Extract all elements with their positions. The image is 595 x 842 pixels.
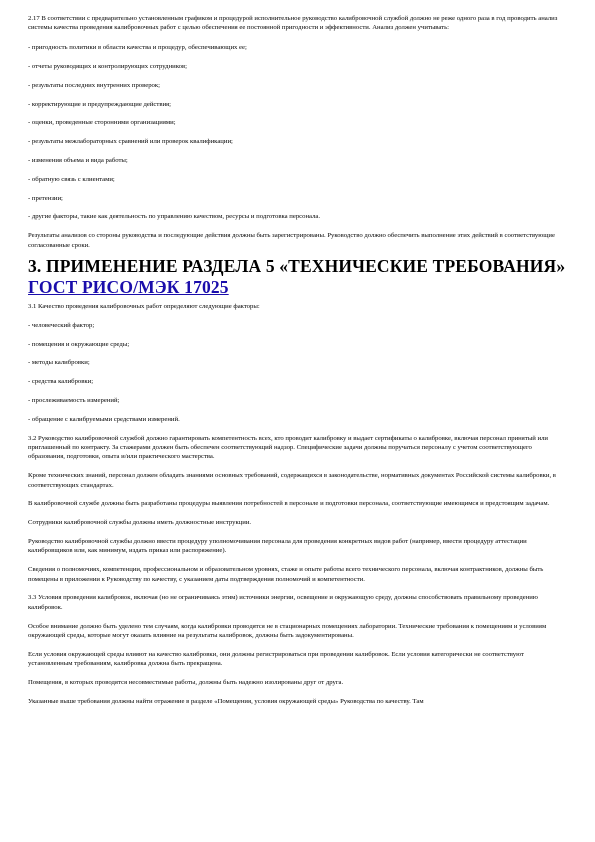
factors-intro: 3.1 Качество проведения калибровочных работ определяют следующие факторы:	[28, 302, 260, 310]
list-item: - методы калибровки;	[28, 359, 90, 367]
list-item: - обращение с калибруемыми средствами измерений.	[28, 415, 180, 423]
list-item: - отчеты руководящих и контролирующих сотрудников;	[28, 63, 188, 70]
list-item: - другие факторы, такие как деятельность по управлению качеством, ресурсы и подготовка персонала.	[28, 213, 321, 221]
paragraph: В калибровочной службе должны быть разработаны процедуры выявления потребностей в персонале и подготовки персонала, соответствующие имеющимся и предстоящим задачам.	[28, 500, 550, 508]
list-item: - изменения объема и вида работы;	[28, 156, 128, 164]
list-item: - пригодность политики в области качества и процедур, обеспечивающих ее;	[28, 44, 247, 52]
paragraph: Кроме технических знаний, персонал должен обладать знаниями основных требований, содержащихся в законодательстве, нормативных документах Российской системы калибровки, в соответствующих стандартах.	[28, 472, 556, 489]
list-item: - оценки, проведенные сторонними организациями;	[28, 119, 176, 127]
body-paragraphs	[28, 434, 567, 707]
intro-paragraph: 2.17 В соответствии с предварительно установленным графиком и процедурой исполнительное руководство калибровочной службой должно не реже одного раза в год проводить анализ системы качества проведения калибровочных работ с целью обеспечения ее постоянной пригодности и эффективности. Анализ должен учитывать:	[28, 15, 558, 32]
list-item: - средства калибровки;	[28, 378, 94, 386]
section-heading-text: 3. ПРИМЕНЕНИЕ РАЗДЕЛА 5 «ТЕХНИЧЕСКИЕ ТРЕБОВАНИЯ»	[28, 255, 566, 276]
factors-list	[28, 321, 567, 434]
paragraph: Сотрудники калибровочной службы должны иметь должностные инструкции.	[28, 519, 252, 527]
list-item: - прослеживаемость измерений;	[28, 396, 120, 404]
list-item: - результаты последних внутренних проверок;	[28, 81, 161, 89]
list-item: - человеческий фактор;	[28, 321, 95, 329]
list-item: - претензии;	[28, 194, 63, 202]
paragraph: Особое внимание должно быть уделено тем случаям, когда калибровки проводятся не в стационарных помещениях лаборатории. Технические требования к помещениям и условиям окружающей среды, которые могут оказать влияние на результаты калибровок, должны быть задокументированы.	[28, 622, 547, 639]
review-list	[28, 43, 567, 231]
list-item: - результаты межлабораторных сравнений или проверок квалификации;	[28, 138, 233, 146]
paragraph: Если условия окружающей среды влияют на качество калибровки, они должны регистрироваться при проведении калибровок. Если условия категорически не соответствуют установленным требованиям, калибровка должна быть прекращена.	[28, 650, 524, 668]
paragraph: 3.3 Условия проведения калибровок, включая (но не ограничиваясь этим) источники энергии, освещение и окружающую среду, должны способствовать правильному проведению калибровок.	[28, 594, 538, 611]
paragraph: Руководство калибровочной службы должно ввести процедуру уполномочивания персонала для проведения конкретных видов работ (например, ввести процедуру аттестации калибровщиков или, как минимум, издать приказ или распоряжение).	[28, 537, 527, 555]
section-heading	[28, 256, 567, 298]
list-item: - обратную связь с клиентами;	[28, 175, 115, 183]
list-item: - корректирующие и предупреждающие действия;	[28, 100, 171, 108]
standard-link[interactable]: ГОСТ РИСО/МЭК 17025	[28, 276, 229, 297]
list-item: - помещения и окружающие среды;	[28, 340, 130, 348]
paragraph: Сведения о полномочиях, компетенции, профессиональном и образовательном уровнях, стаже и опыте работы всего технического персонала, включая контрактников, должны быть помещены в приложении к Руководству по качеству, с указанием даты подтверждения полномочий и компетентности.	[28, 566, 544, 583]
paragraph: Помещения, в которых проводятся несовместимые работы, должны быть надежно изолированы друг от друга.	[28, 678, 344, 686]
paragraph: 3.2 Руководство калибровочной службой должно гарантировать компетентность всех, кто проводит калибровку и выдает сертификаты о калибровке, включая персонал принятый или приглашенный по контракту. За стажерами должен быть обеспечен соответствующий надзор. Специфические задачи должны поручаться персоналу с учетом соответствующего образования, подготовки, опыта и/или практического мастерства.	[28, 434, 548, 461]
results-paragraph: Результаты анализов со стороны руководства и последующие действия должны быть зарегистрированы. Руководство должно обеспечить выполнение этих действий в соответствующие согласованные сроки.	[28, 232, 555, 249]
paragraph: Указанные выше требования должны найти отражение в разделе «Помещения, условия окружающей среды» Руководства по качеству. Там	[28, 697, 424, 705]
